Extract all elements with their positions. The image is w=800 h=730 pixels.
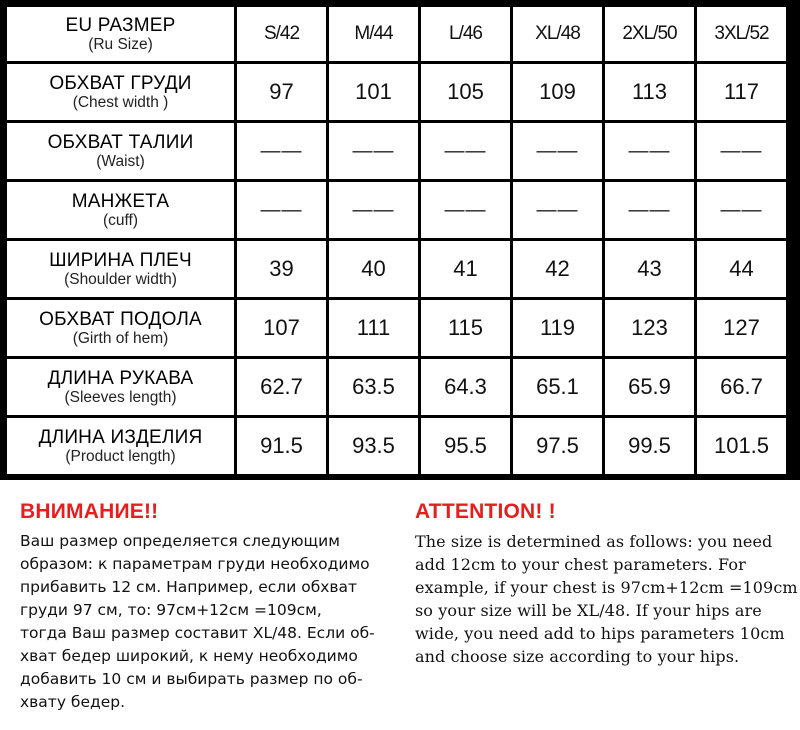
table-cell: —— xyxy=(421,182,510,238)
table-cell: 41 xyxy=(421,241,510,297)
table-cell: 97 xyxy=(237,64,326,120)
length-row xyxy=(7,418,786,474)
size-table xyxy=(4,4,789,477)
table-cell: 101.5 xyxy=(697,418,786,474)
size-col-header: 3XL/52 xyxy=(697,7,786,61)
row-label-cell xyxy=(7,300,234,356)
table-cell: 42 xyxy=(513,241,602,297)
row-label-ru: ОБХВАТ ТАЛИИ xyxy=(47,131,194,153)
row-label-en: (Girth of hem) xyxy=(72,329,169,347)
row-label-ru: ДЛИНА РУКАВА xyxy=(47,367,194,389)
row-label-cell xyxy=(7,123,234,179)
row-label-ru: ДЛИНА ИЗДЕЛИЯ xyxy=(38,426,203,448)
table-cell: —— xyxy=(513,123,602,179)
table-cell: 44 xyxy=(697,241,786,297)
size-col-header: 2XL/50 xyxy=(605,7,694,61)
table-cell: 111 xyxy=(329,300,418,356)
sleeve-row xyxy=(7,359,786,415)
chest-row xyxy=(7,64,786,120)
table-cell: 62.7 xyxy=(237,359,326,415)
notice-line: хвату бедер. xyxy=(20,693,126,711)
table-cell: 66.7 xyxy=(697,359,786,415)
table-cell: —— xyxy=(513,182,602,238)
table-cell: 65.1 xyxy=(513,359,602,415)
row-label-en: (cuff) xyxy=(102,211,139,229)
table-cell: 127 xyxy=(697,300,786,356)
notice-line: хват бедер широкий, к нему необходимо xyxy=(20,647,358,665)
table-cell: —— xyxy=(421,123,510,179)
size-col-header: L/46 xyxy=(421,7,510,61)
table-cell: 39 xyxy=(237,241,326,297)
table-cell: 117 xyxy=(697,64,786,120)
table-cell: —— xyxy=(605,123,694,179)
row-label-ru: ШИРИНА ПЛЕЧ xyxy=(49,249,192,271)
row-label-en: (Chest width ) xyxy=(72,93,169,111)
notice-line: образом: к параметрам груди необходимо xyxy=(20,555,370,573)
table-cell: —— xyxy=(237,123,326,179)
table-cell: 97.5 xyxy=(513,418,602,474)
table-cell: —— xyxy=(605,182,694,238)
row-label-en: (Shoulder width) xyxy=(64,270,177,288)
table-cell: 101 xyxy=(329,64,418,120)
row-label-cell xyxy=(7,182,234,238)
notice-line: тогда Ваш размер составит XL/48. Если об- xyxy=(20,624,375,642)
notice-line: example, if your chest is 97cm+12cm =109cm xyxy=(415,578,798,597)
row-label-cell xyxy=(7,64,234,120)
notice-line: Ваш размер определяется следующим xyxy=(20,532,340,550)
notice-line: wide, you need add to hips parameters 10cm xyxy=(415,624,785,643)
size-col-header: S/42 xyxy=(237,7,326,61)
row-label-ru: МАНЖЕТА xyxy=(71,190,170,212)
row-label-en: (Waist) xyxy=(96,152,145,170)
size-header-row xyxy=(7,7,786,61)
notice-line: груди 97 см, то: 97см+12см =109см, xyxy=(20,601,322,619)
table-cell: 63.5 xyxy=(329,359,418,415)
row-label-en: (Sleeves length) xyxy=(64,388,177,406)
table-cell: 119 xyxy=(513,300,602,356)
row-label-cell xyxy=(7,359,234,415)
table-cell: 107 xyxy=(237,300,326,356)
attention-title-en: ATTENTION! ! xyxy=(415,500,556,523)
table-cell: —— xyxy=(329,123,418,179)
table-cell: 115 xyxy=(421,300,510,356)
notice-line: add 12cm to your chest parameters. For xyxy=(415,555,746,574)
table-cell: 109 xyxy=(513,64,602,120)
table-cell: 113 xyxy=(605,64,694,120)
size-col-header: M/44 xyxy=(329,7,418,61)
header-label-ru: EU РАЗМЕР xyxy=(65,14,176,36)
table-cell: —— xyxy=(697,182,786,238)
attention-notice-en xyxy=(415,498,800,668)
table-cell: 93.5 xyxy=(329,418,418,474)
cuff-row xyxy=(7,182,786,238)
shoulder-row xyxy=(7,241,786,297)
row-label-ru: ОБХВАТ ГРУДИ xyxy=(49,72,192,94)
notice-line: добавить 10 см и выбирать размер по об- xyxy=(20,670,363,688)
waist-row xyxy=(7,123,786,179)
attention-notice-ru xyxy=(20,498,405,714)
notice-line: and choose size according to your hips. xyxy=(415,647,740,666)
hem-row xyxy=(7,300,786,356)
row-label-en: (Product length) xyxy=(65,447,176,465)
table-cell: 95.5 xyxy=(421,418,510,474)
table-cell: —— xyxy=(329,182,418,238)
notice-line: прибавить 12 см. Например, если обхват xyxy=(20,578,358,596)
row-label-ru: ОБХВАТ ПОДОЛА xyxy=(39,308,202,330)
header-label-cell xyxy=(7,7,234,61)
table-cell: 40 xyxy=(329,241,418,297)
header-label-en: (Ru Size) xyxy=(88,35,153,53)
table-cell: —— xyxy=(237,182,326,238)
table-cell: 65.9 xyxy=(605,359,694,415)
table-cell: —— xyxy=(697,123,786,179)
table-cell: 99.5 xyxy=(605,418,694,474)
size-col-header: XL/48 xyxy=(513,7,602,61)
table-cell: 123 xyxy=(605,300,694,356)
notice-line: The size is determined as follows: you need xyxy=(415,532,773,551)
notice-line: so your size will be XL/48. If your hips are xyxy=(415,601,762,620)
attention-title-ru: ВНИМАНИЕ!! xyxy=(20,500,159,523)
row-label-cell xyxy=(7,418,234,474)
table-cell: 91.5 xyxy=(237,418,326,474)
row-label-cell xyxy=(7,241,234,297)
table-cell: 105 xyxy=(421,64,510,120)
table-cell: 64.3 xyxy=(421,359,510,415)
table-cell: 43 xyxy=(605,241,694,297)
